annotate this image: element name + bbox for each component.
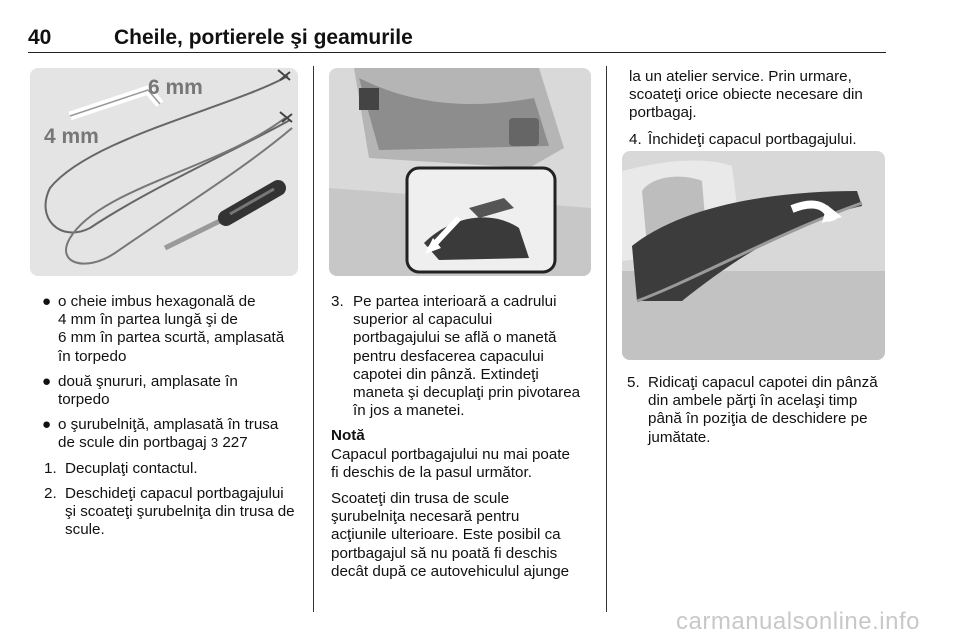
text-line: din ambele părţi în acelaşi timp bbox=[648, 392, 858, 410]
text-line: pentru desfacerea capacului bbox=[353, 347, 544, 365]
step-number: 2. bbox=[44, 484, 57, 502]
bullet-cords bbox=[30, 373, 310, 409]
bullet-dot: ● bbox=[42, 372, 52, 390]
step-number: 5. bbox=[627, 374, 640, 391]
step-5 bbox=[622, 374, 892, 447]
column-divider-1 bbox=[313, 66, 314, 612]
text-line: scoateţi orice obiecte necesare din bbox=[629, 86, 863, 104]
text-line: Închideţi capacul portbagajului. bbox=[648, 130, 857, 148]
text-segment: de scule din portbagaj bbox=[58, 434, 207, 452]
tools-drawing bbox=[30, 68, 298, 276]
paragraph bbox=[331, 490, 603, 581]
text-line: portbagajului se află o manetă bbox=[353, 329, 557, 347]
roof-drawing bbox=[622, 151, 885, 360]
paragraph-continued bbox=[622, 68, 892, 123]
page-title: Cheile, portierele şi geamurile bbox=[114, 26, 413, 49]
step-2 bbox=[30, 485, 310, 540]
text-line: jumătate. bbox=[648, 428, 711, 446]
text-line: Pe partea interioară a cadrului bbox=[353, 293, 557, 310]
text-line: Ridicaţi capacul capotei din pânză bbox=[648, 374, 878, 391]
text-line: acţiunile ulterioare. Este posibil ca bbox=[331, 526, 561, 544]
text-line: fi deschis de la pasul următor. bbox=[331, 463, 532, 481]
text-line: portbagaj. bbox=[629, 104, 697, 122]
tools-illustration bbox=[30, 68, 298, 276]
text-line bbox=[58, 434, 310, 452]
text-line: 6 mm în partea scurtă, amplasată bbox=[58, 329, 285, 347]
page-ref-link[interactable]: 227 bbox=[222, 434, 248, 452]
step-1 bbox=[30, 460, 310, 478]
column-2 bbox=[331, 293, 603, 589]
note-label: Notă bbox=[331, 427, 365, 445]
text-line: maneta şi decuplaţi prin pivotarea bbox=[353, 384, 581, 402]
text-line: portbagajul să nu poată fi deschis bbox=[331, 544, 558, 562]
page-ref-arrow-icon: 3 bbox=[210, 435, 219, 451]
step-4 bbox=[622, 131, 892, 149]
text-line: o şurubelniţă, amplasată în trusa bbox=[58, 416, 279, 434]
bullet-screwdriver bbox=[30, 416, 310, 452]
text-line: torpedo bbox=[58, 391, 110, 409]
text-line: şurubelniţa necesară pentru bbox=[331, 508, 520, 526]
step-3 bbox=[331, 293, 603, 420]
trunk-drawing bbox=[329, 68, 591, 276]
text-line: 4 mm în partea lungă şi de bbox=[58, 311, 238, 329]
page-header bbox=[28, 26, 886, 53]
text-line: decât după ce autovehiculul ajunge bbox=[331, 562, 570, 580]
column-divider-2 bbox=[606, 66, 607, 612]
label-4mm: 4 mm bbox=[44, 125, 99, 148]
text-line: o cheie imbus hexagonală de bbox=[58, 293, 256, 310]
step-number: 3. bbox=[331, 293, 344, 310]
text-line: până în poziţia de deschidere pe bbox=[648, 410, 868, 428]
trunk-lever-illustration bbox=[329, 68, 591, 276]
bullet-dot: ● bbox=[42, 293, 52, 310]
label-6mm: 6 mm bbox=[148, 76, 203, 99]
text-line: în jos a manetei. bbox=[353, 402, 465, 420]
column-3-bottom bbox=[622, 374, 892, 454]
watermark: carmanualsonline.info bbox=[676, 608, 920, 635]
column-1 bbox=[30, 293, 310, 546]
text-line: două şnururi, amplasate în bbox=[58, 372, 238, 390]
text-line: la un atelier service. Prin urmare, bbox=[629, 68, 852, 85]
bullet-dot: ● bbox=[42, 416, 52, 434]
step-number: 4. bbox=[629, 130, 642, 148]
text-line: în torpedo bbox=[58, 347, 127, 365]
text-line: Capacul portbagajului nu mai poate bbox=[331, 445, 570, 463]
text-line: scule. bbox=[65, 521, 105, 539]
note-block bbox=[331, 427, 603, 482]
text-line: superior al capacului bbox=[353, 311, 493, 329]
roof-cover-illustration bbox=[622, 151, 885, 360]
step-number: 1. bbox=[44, 459, 57, 477]
bullet-hex-key bbox=[30, 293, 310, 366]
text-line: Decuplaţi contactul. bbox=[65, 459, 198, 477]
page-number: 40 bbox=[28, 26, 52, 49]
text-line: Scoateţi din trusa de scule bbox=[331, 490, 510, 508]
text-line: capotei din pânză. Extindeţi bbox=[353, 365, 539, 383]
column-3-top bbox=[622, 68, 892, 156]
text-line: Deschideţi capacul portbagajului bbox=[65, 484, 284, 502]
text-line: şi scoateţi şurubelniţa din trusa de bbox=[65, 503, 295, 521]
